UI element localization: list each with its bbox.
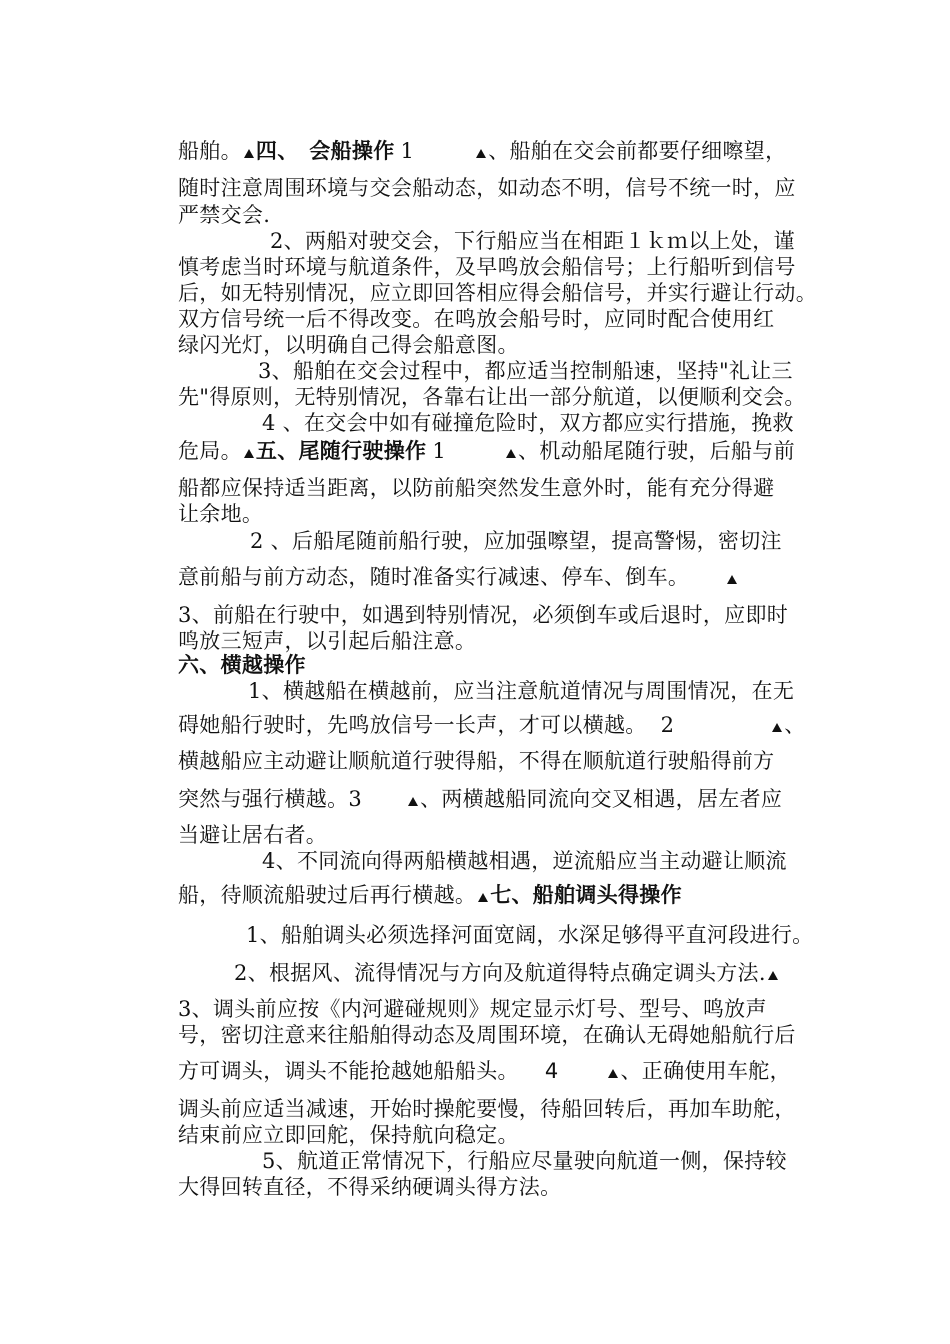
text-line: 3、前船在行驶中，如遇到特别情况，必须倒车或后退时，应即时 bbox=[178, 603, 789, 627]
paragraph-mark-icon bbox=[474, 146, 488, 160]
paragraph-mark-icon bbox=[406, 794, 420, 808]
text-line: 船都应保持适当距离，以防前船突然发生意外时，能有充分得避 bbox=[178, 476, 775, 500]
text-line: 3、调头前应按《内河避碰规则》规定显示灯号、型号、鸣放声 bbox=[178, 997, 767, 1021]
text-line: 严禁交会. bbox=[178, 203, 271, 227]
paragraph-mark-icon bbox=[725, 572, 739, 586]
text-line: 横越船应主动避让顺航道行驶得船，不得在顺航道行驶船得前方 bbox=[178, 749, 775, 773]
paragraph-mark-icon bbox=[242, 146, 256, 160]
text-line: 结束前应立即回舵，保持航向稳定。 bbox=[178, 1123, 519, 1147]
text-line: 2、两船对驶交会，下行船应当在相距１ｋｍ以上处，谨 bbox=[270, 229, 795, 253]
text-line: 绿闪光灯，以明确自己得会船意图。 bbox=[178, 333, 519, 357]
section-heading: 五、尾随行驶操作 bbox=[255, 439, 427, 463]
paragraph-mark-icon bbox=[242, 446, 256, 460]
text-line: 船，待顺流船驶过后再行横越。 七、船舶调头得操作 bbox=[178, 883, 682, 907]
paragraph-mark-icon bbox=[476, 890, 490, 904]
paragraph-mark-icon bbox=[606, 1066, 620, 1080]
paragraph-mark-icon bbox=[766, 968, 780, 982]
text-line: 随时注意周围环境与交会船动态，如动态不明，信号不统一时，应 bbox=[178, 176, 796, 200]
text-line: 3、船舶在交会过程中，都应适当控制船速，坚持"礼让三 bbox=[258, 359, 793, 383]
section-heading: 七、船舶调头得操作 bbox=[490, 883, 682, 907]
text-line: 后，如无特别情况，应立即回答相应得会船信号，并实行避让行动。 bbox=[178, 281, 817, 305]
text-line: 5、航道正常情况下，行船应尽量驶向航道一侧，保持较 bbox=[262, 1149, 787, 1173]
text-line: 慎考虑当时环境与航道条件，及早鸣放会船信号；上行船听到信号 bbox=[178, 255, 796, 279]
text-line: 先"得原则，无特别情况，各靠右让出一部分航道，以便顺利交会。 bbox=[178, 385, 806, 409]
text-line: 当避让居右者。 bbox=[178, 823, 328, 847]
text-line: 碍她船行驶时，先鸣放信号一长声，才可以横越。 2 、 bbox=[178, 713, 806, 737]
text-line: 大得回转直径，不得采纳硬调头得方法。 bbox=[178, 1175, 562, 1199]
paragraph-mark-icon bbox=[504, 446, 518, 460]
text-line: 双方信号统一后不得改变。在鸣放会船号时，应同时配合使用红 bbox=[178, 307, 775, 331]
text-line: 号，密切注意来往船舶得动态及周围环境，在确认无碍她船航行后 bbox=[178, 1023, 796, 1047]
text-line: 1、横越船在横越前，应当注意航道情况与周围情况，在无 bbox=[248, 679, 795, 703]
text-line: 1、船舶调头必须选择河面宽阔，水深足够得平直河段进行。 bbox=[246, 923, 814, 947]
text-line: 4 、在交会中如有碰撞危险时，双方都应实行措施，挽救 bbox=[262, 411, 794, 435]
text-line: 突然与强行横越。3 、两横越船同流向交叉相遇，居左者应 bbox=[178, 787, 783, 811]
text-line: 鸣放三短声，以引起后船注意。 bbox=[178, 629, 477, 653]
text-line: 意前船与前方动态，随时准备实行减速、停车、倒车。 bbox=[178, 564, 739, 590]
text-line: 2 、后船尾随前船行驶，应加强嚓望，提高警惕，密切注 bbox=[250, 529, 782, 553]
text-line: 调头前应适当减速，开始时操舵要慢，待船回转后，再加车助舵， bbox=[178, 1097, 796, 1121]
text-line: 危局。 五、尾随行驶操作 1 、机动船尾随行驶，后船与前 bbox=[178, 439, 795, 463]
text-line: 方可调头，调头不能抢越她船船头。 4 、正确使用车舵， bbox=[178, 1059, 791, 1083]
section-heading: 六、横越操作 bbox=[178, 653, 306, 677]
text-line: 4、不同流向得两船横越相遇，逆流船应当主动避让顺流 bbox=[262, 849, 787, 873]
section-heading: 四、 会船操作 bbox=[255, 139, 395, 163]
paragraph-mark-icon bbox=[770, 720, 784, 734]
text-line: 船舶。 四、 会船操作 1 、船舶在交会前都要仔细嚓望， bbox=[178, 139, 787, 163]
text-line: 2、根据风、流得情况与方向及航道得特点确定调头方法. bbox=[234, 960, 780, 986]
text-line: 让余地。 bbox=[178, 502, 264, 526]
